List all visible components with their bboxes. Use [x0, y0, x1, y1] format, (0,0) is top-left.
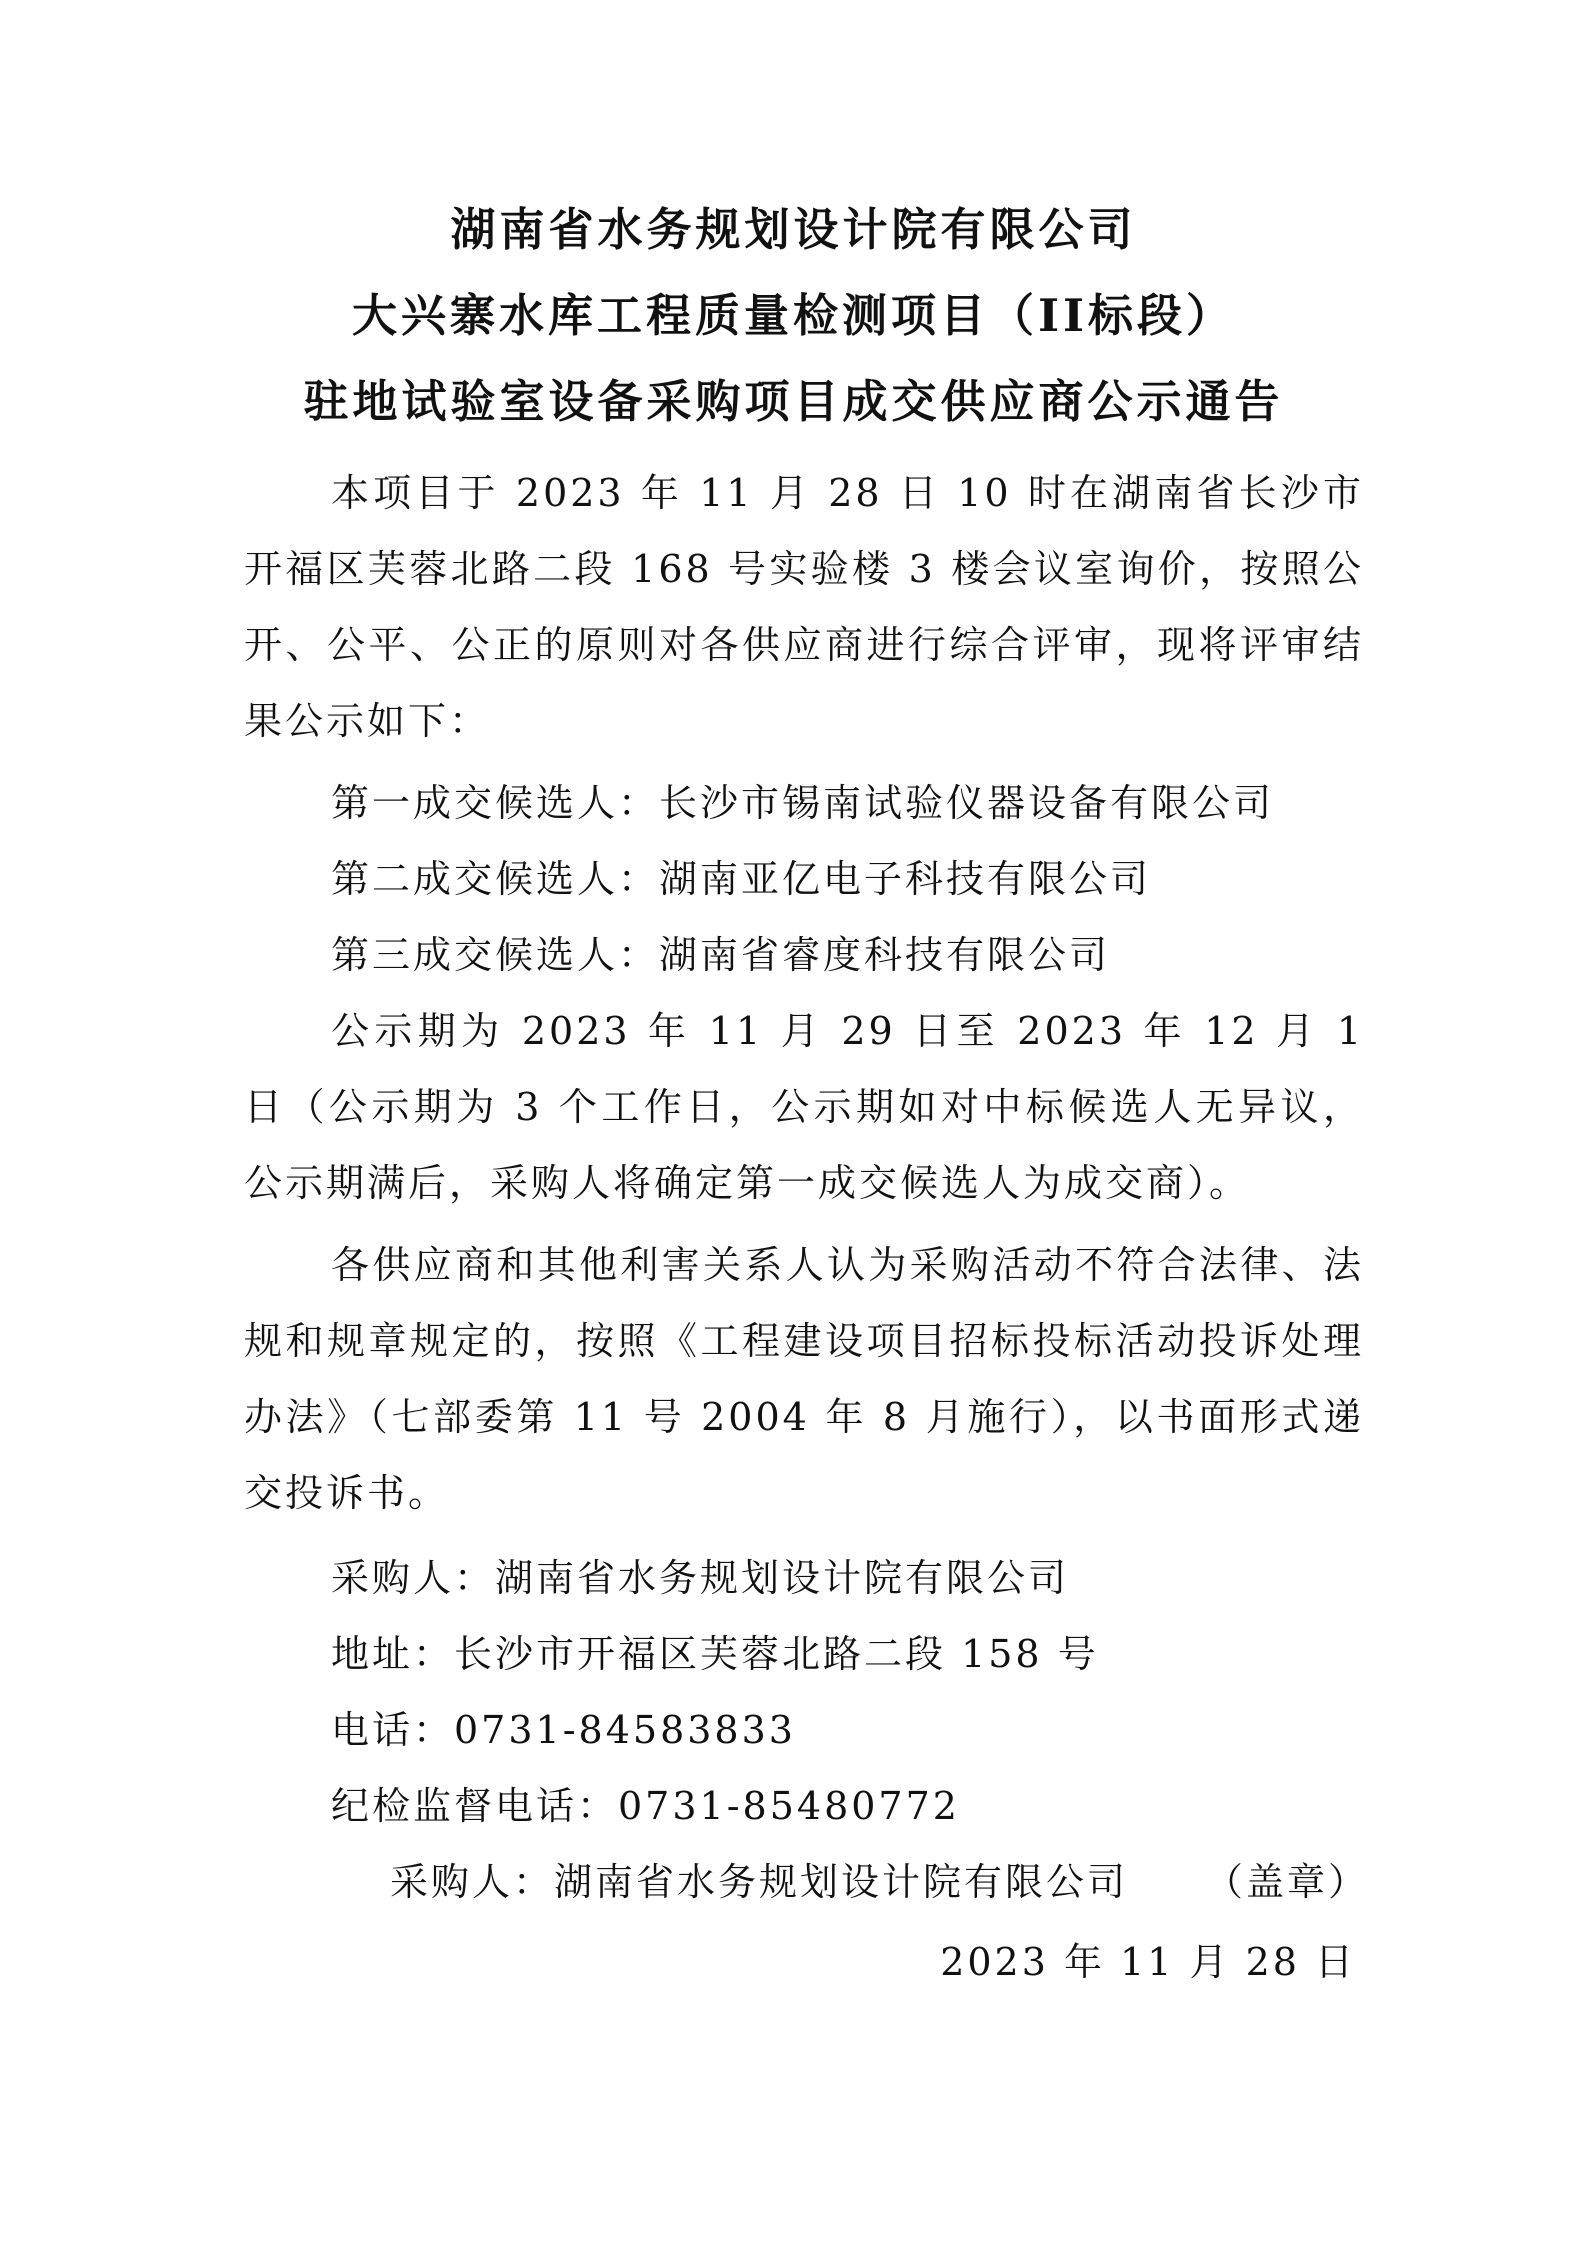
- contact-phone: 电话：0731-84583833: [331, 1708, 796, 1752]
- contact-supervision-phone: 纪检监督电话：0731-85480772: [331, 1784, 960, 1828]
- candidate-first: 第一成交候选人：长沙市锡南试验仪器设备有限公司: [331, 781, 1275, 825]
- signature-seal: （盖章）: [1205, 1860, 1370, 1904]
- signature-date: 2023 年 11 月 28 日: [940, 1940, 1356, 1984]
- candidate-second: 第二成交候选人：湖南亚亿电子科技有限公司: [331, 857, 1152, 901]
- period-paragraph: 公示期为 2023 年 11 月 29 日至 2023 年 12 月 1 日（公示期为 3 个工作日，公示期如对中标候选人无异议，公示期满后，采购人将确定第一成交候选人为成交商）。: [244, 1009, 1364, 1205]
- intro-paragraph: 本项目于 2023 年 11 月 28 日 10 时在湖南省长沙市开福区芙蓉北路二段 168 号实验楼 3 楼会议室询价，按照公开、公平、公正的原则对各供应商进行综合评审，现将评审结果公示如下：: [244, 471, 1364, 743]
- intro-block: [244, 455, 1364, 759]
- contact-address: 地址：长沙市开福区芙蓉北路二段 158 号: [331, 1632, 1099, 1676]
- contact-purchaser: 采购人：湖南省水务规划设计院有限公司: [331, 1556, 1070, 1600]
- signature-purchaser: 采购人：湖南省水务规划设计院有限公司: [390, 1860, 1129, 1904]
- title-notice: 驻地试验室设备采购项目成交供应商公示通告: [303, 375, 1284, 428]
- complaint-block: [244, 1227, 1364, 1531]
- candidate-third: 第三成交候选人：湖南省睿度科技有限公司: [331, 933, 1111, 977]
- period-block: [244, 993, 1364, 1221]
- title-company: 湖南省水务规划设计院有限公司: [450, 203, 1137, 256]
- complaint-paragraph: 各供应商和其他利害关系人认为采购活动不符合法律、法规和规章规定的，按照《工程建设项目招标投标活动投诉处理办法》（七部委第 11 号 2004 年 8 月施行），以书面形式递交投诉书。: [244, 1243, 1364, 1515]
- title-project: 大兴寨水库工程质量检测项目（II标段）: [351, 289, 1236, 342]
